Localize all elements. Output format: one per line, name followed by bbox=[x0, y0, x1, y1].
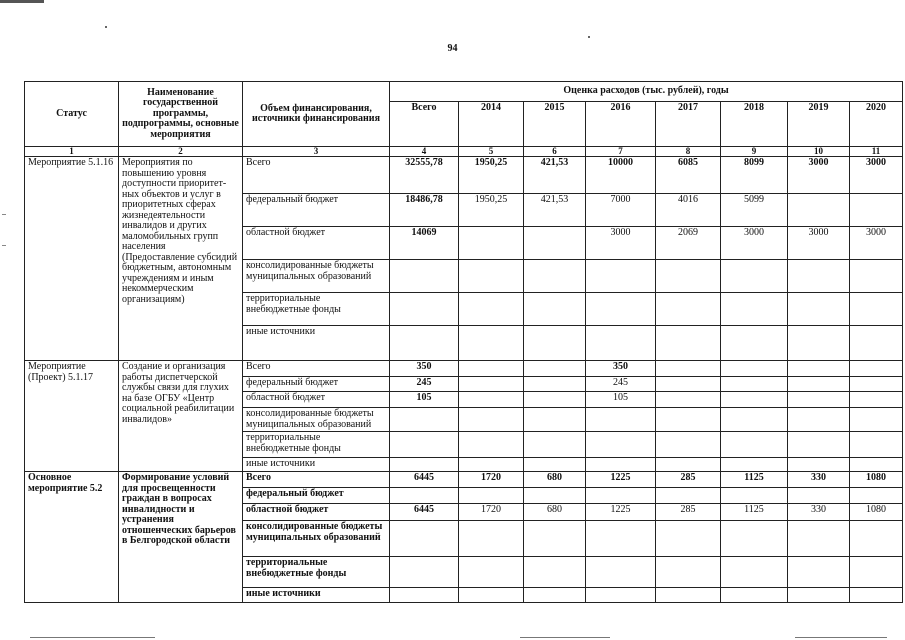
scan-speck bbox=[588, 36, 590, 38]
value-cell bbox=[721, 458, 788, 472]
value-cell bbox=[656, 488, 721, 504]
value-cell: 421,53 bbox=[524, 194, 586, 227]
value-cell bbox=[459, 488, 524, 504]
value-cell: 1080 bbox=[850, 504, 903, 521]
value-cell bbox=[524, 361, 586, 377]
value-cell bbox=[586, 432, 656, 458]
table-row bbox=[25, 157, 903, 194]
value-cell bbox=[586, 557, 656, 588]
value-cell bbox=[524, 432, 586, 458]
scan-edge-mark bbox=[2, 214, 6, 215]
value-cell bbox=[390, 521, 459, 557]
header-year: 2014 bbox=[459, 102, 524, 147]
value-cell bbox=[788, 458, 850, 472]
value-cell: 14069 bbox=[390, 227, 459, 260]
value-cell bbox=[788, 521, 850, 557]
status-cell: Мероприятие (Проект) 5.1.17 bbox=[25, 361, 119, 472]
value-cell: 3000 bbox=[850, 227, 903, 260]
value-cell: 105 bbox=[586, 392, 656, 408]
column-index: 1 bbox=[25, 147, 119, 157]
column-index: 2 bbox=[119, 147, 243, 157]
value-cell bbox=[390, 432, 459, 458]
column-index: 6 bbox=[524, 147, 586, 157]
value-cell bbox=[656, 408, 721, 432]
value-cell bbox=[459, 361, 524, 377]
value-cell bbox=[850, 194, 903, 227]
value-cell bbox=[524, 458, 586, 472]
financing-source-cell: областной бюджет bbox=[243, 392, 390, 408]
value-cell bbox=[524, 488, 586, 504]
financing-source-cell: территориальные внебюджетные фонды bbox=[243, 557, 390, 588]
header-year: 2017 bbox=[656, 102, 721, 147]
value-cell bbox=[656, 521, 721, 557]
financing-source-cell: федеральный бюджет bbox=[243, 488, 390, 504]
value-cell bbox=[788, 588, 850, 603]
value-cell bbox=[524, 588, 586, 603]
value-cell bbox=[459, 293, 524, 326]
header-total: Всего bbox=[390, 102, 459, 147]
value-cell bbox=[656, 458, 721, 472]
value-cell bbox=[586, 326, 656, 361]
status-cell: Мероприятие 5.1.16 bbox=[25, 157, 119, 361]
scan-edge-mark bbox=[795, 637, 887, 638]
value-cell bbox=[459, 588, 524, 603]
value-cell bbox=[850, 557, 903, 588]
value-cell bbox=[524, 521, 586, 557]
value-cell bbox=[459, 392, 524, 408]
value-cell: 285 bbox=[656, 504, 721, 521]
value-cell bbox=[524, 260, 586, 293]
value-cell bbox=[656, 392, 721, 408]
value-cell bbox=[459, 432, 524, 458]
column-index: 10 bbox=[788, 147, 850, 157]
value-cell bbox=[721, 361, 788, 377]
value-cell bbox=[586, 293, 656, 326]
value-cell bbox=[788, 361, 850, 377]
value-cell: 8099 bbox=[721, 157, 788, 194]
value-cell bbox=[850, 521, 903, 557]
financing-source-cell: областной бюджет bbox=[243, 227, 390, 260]
value-cell bbox=[721, 392, 788, 408]
financing-source-cell: консолидированные бюджеты муниципальных образований bbox=[243, 521, 390, 557]
value-cell: 1720 bbox=[459, 504, 524, 521]
value-cell bbox=[586, 260, 656, 293]
value-cell: 6445 bbox=[390, 504, 459, 521]
header-year: 2020 bbox=[850, 102, 903, 147]
value-cell bbox=[850, 408, 903, 432]
value-cell: 32555,78 bbox=[390, 157, 459, 194]
value-cell: 3000 bbox=[788, 157, 850, 194]
value-cell bbox=[656, 377, 721, 392]
column-index: 11 bbox=[850, 147, 903, 157]
value-cell: 2069 bbox=[656, 227, 721, 260]
header-year: 2016 bbox=[586, 102, 656, 147]
financing-source-cell: Всего bbox=[243, 472, 390, 488]
status-cell: Основное мероприятие 5.2 bbox=[25, 472, 119, 603]
header-status: Статус bbox=[25, 82, 119, 147]
financing-source-cell: Всего bbox=[243, 361, 390, 377]
value-cell bbox=[390, 488, 459, 504]
financing-source-cell: федеральный бюджет bbox=[243, 194, 390, 227]
value-cell: 1125 bbox=[721, 472, 788, 488]
value-cell bbox=[721, 588, 788, 603]
value-cell: 680 bbox=[524, 472, 586, 488]
program-name-cell: Создание и организация работы диспетчерской службы связи для глухих на базе ОГБУ «Центр социальной реабилитации инвалидов» bbox=[119, 361, 243, 472]
financing-source-cell: иные источники bbox=[243, 326, 390, 361]
program-name-cell: Мероприятия по повышению уровня доступности приоритет-ных объектов и услуг в приоритетных сферах жизнедеятельности инвалидов и других маломобильных групп населения (Предоставление субсидий бюджетным, автономным учреждениям и иным некоммерческим организациям) bbox=[119, 157, 243, 361]
value-cell bbox=[459, 557, 524, 588]
scan-edge-mark bbox=[0, 0, 44, 3]
header-year: 2015 bbox=[524, 102, 586, 147]
value-cell: 10000 bbox=[586, 157, 656, 194]
value-cell bbox=[586, 588, 656, 603]
value-cell bbox=[788, 260, 850, 293]
value-cell: 3000 bbox=[586, 227, 656, 260]
value-cell bbox=[721, 408, 788, 432]
value-cell: 3000 bbox=[850, 157, 903, 194]
header-financing: Объем финансирования, источники финансирования bbox=[243, 82, 390, 147]
value-cell: 680 bbox=[524, 504, 586, 521]
value-cell bbox=[721, 326, 788, 361]
value-cell bbox=[788, 408, 850, 432]
scan-speck bbox=[105, 26, 107, 28]
value-cell bbox=[788, 377, 850, 392]
value-cell: 3000 bbox=[788, 227, 850, 260]
value-cell bbox=[656, 557, 721, 588]
value-cell: 3000 bbox=[721, 227, 788, 260]
value-cell bbox=[390, 293, 459, 326]
value-cell bbox=[850, 392, 903, 408]
value-cell bbox=[586, 458, 656, 472]
value-cell bbox=[524, 293, 586, 326]
value-cell bbox=[656, 326, 721, 361]
value-cell bbox=[390, 326, 459, 361]
value-cell bbox=[459, 521, 524, 557]
value-cell bbox=[586, 488, 656, 504]
value-cell: 1950,25 bbox=[459, 157, 524, 194]
value-cell bbox=[656, 361, 721, 377]
value-cell: 6085 bbox=[656, 157, 721, 194]
header-year: 2019 bbox=[788, 102, 850, 147]
value-cell bbox=[721, 293, 788, 326]
value-cell bbox=[850, 260, 903, 293]
column-index: 5 bbox=[459, 147, 524, 157]
column-index: 4 bbox=[390, 147, 459, 157]
value-cell bbox=[788, 392, 850, 408]
value-cell: 6445 bbox=[390, 472, 459, 488]
value-cell: 245 bbox=[586, 377, 656, 392]
value-cell bbox=[390, 557, 459, 588]
value-cell bbox=[459, 227, 524, 260]
value-cell bbox=[850, 432, 903, 458]
value-cell: 350 bbox=[390, 361, 459, 377]
value-cell bbox=[850, 458, 903, 472]
value-cell bbox=[656, 293, 721, 326]
financing-source-cell: иные источники bbox=[243, 588, 390, 603]
value-cell bbox=[459, 408, 524, 432]
program-name-cell: Формирование условий для просвещенности граждан в вопросах инвалидности и устранения отношенческих барьеров в Белгородской области bbox=[119, 472, 243, 603]
financing-source-cell: территориальные внебюджетные фонды bbox=[243, 293, 390, 326]
value-cell bbox=[656, 588, 721, 603]
value-cell: 5099 bbox=[721, 194, 788, 227]
column-index: 3 bbox=[243, 147, 390, 157]
financing-source-cell: Всего bbox=[243, 157, 390, 194]
value-cell: 7000 bbox=[586, 194, 656, 227]
scan-edge-mark bbox=[30, 637, 155, 638]
page-number: 94 bbox=[447, 43, 458, 54]
column-index: 9 bbox=[721, 147, 788, 157]
value-cell bbox=[524, 377, 586, 392]
value-cell bbox=[524, 392, 586, 408]
scan-edge-mark bbox=[2, 245, 6, 246]
value-cell: 1720 bbox=[459, 472, 524, 488]
value-cell: 105 bbox=[390, 392, 459, 408]
value-cell bbox=[390, 408, 459, 432]
value-cell bbox=[850, 326, 903, 361]
value-cell bbox=[788, 557, 850, 588]
value-cell: 1950,25 bbox=[459, 194, 524, 227]
expenditure-table bbox=[24, 81, 903, 603]
value-cell bbox=[390, 588, 459, 603]
financing-source-cell: федеральный бюджет bbox=[243, 377, 390, 392]
value-cell: 1225 bbox=[586, 472, 656, 488]
scan-edge-mark bbox=[520, 637, 610, 638]
value-cell bbox=[850, 488, 903, 504]
value-cell bbox=[721, 260, 788, 293]
value-cell bbox=[721, 377, 788, 392]
value-cell: 330 bbox=[788, 472, 850, 488]
value-cell bbox=[850, 377, 903, 392]
value-cell: 285 bbox=[656, 472, 721, 488]
value-cell bbox=[390, 458, 459, 472]
header-year: 2018 bbox=[721, 102, 788, 147]
column-index: 8 bbox=[656, 147, 721, 157]
value-cell bbox=[524, 408, 586, 432]
value-cell: 1125 bbox=[721, 504, 788, 521]
financing-source-cell: иные источники bbox=[243, 458, 390, 472]
value-cell bbox=[459, 326, 524, 361]
value-cell bbox=[721, 521, 788, 557]
value-cell bbox=[850, 293, 903, 326]
value-cell bbox=[390, 260, 459, 293]
value-cell bbox=[524, 557, 586, 588]
value-cell bbox=[656, 260, 721, 293]
value-cell bbox=[850, 588, 903, 603]
value-cell bbox=[524, 227, 586, 260]
value-cell bbox=[788, 432, 850, 458]
value-cell bbox=[850, 361, 903, 377]
value-cell bbox=[721, 432, 788, 458]
financing-source-cell: территориальные внебюджетные фонды bbox=[243, 432, 390, 458]
financing-source-cell: консолидированные бюджеты муниципальных образований bbox=[243, 408, 390, 432]
value-cell: 18486,78 bbox=[390, 194, 459, 227]
value-cell: 330 bbox=[788, 504, 850, 521]
value-cell bbox=[721, 488, 788, 504]
value-cell bbox=[788, 194, 850, 227]
value-cell bbox=[459, 377, 524, 392]
column-index: 7 bbox=[586, 147, 656, 157]
value-cell bbox=[586, 408, 656, 432]
financing-source-cell: консолидированные бюджеты муниципальных образований bbox=[243, 260, 390, 293]
value-cell: 1225 bbox=[586, 504, 656, 521]
value-cell bbox=[656, 432, 721, 458]
value-cell: 245 bbox=[390, 377, 459, 392]
value-cell: 4016 bbox=[656, 194, 721, 227]
table-row bbox=[25, 361, 903, 377]
header-estimate: Оценка расходов (тыс. рублей), годы bbox=[390, 82, 903, 102]
value-cell bbox=[788, 326, 850, 361]
value-cell: 1080 bbox=[850, 472, 903, 488]
value-cell: 350 bbox=[586, 361, 656, 377]
value-cell bbox=[524, 326, 586, 361]
value-cell bbox=[721, 557, 788, 588]
header-program-name: Наименование государственной программы, подпрограммы, основные мероприятия bbox=[119, 82, 243, 147]
value-cell bbox=[459, 260, 524, 293]
value-cell: 421,53 bbox=[524, 157, 586, 194]
value-cell bbox=[586, 521, 656, 557]
value-cell bbox=[788, 293, 850, 326]
table-row bbox=[25, 472, 903, 488]
financing-source-cell: областной бюджет bbox=[243, 504, 390, 521]
value-cell bbox=[459, 458, 524, 472]
value-cell bbox=[788, 488, 850, 504]
